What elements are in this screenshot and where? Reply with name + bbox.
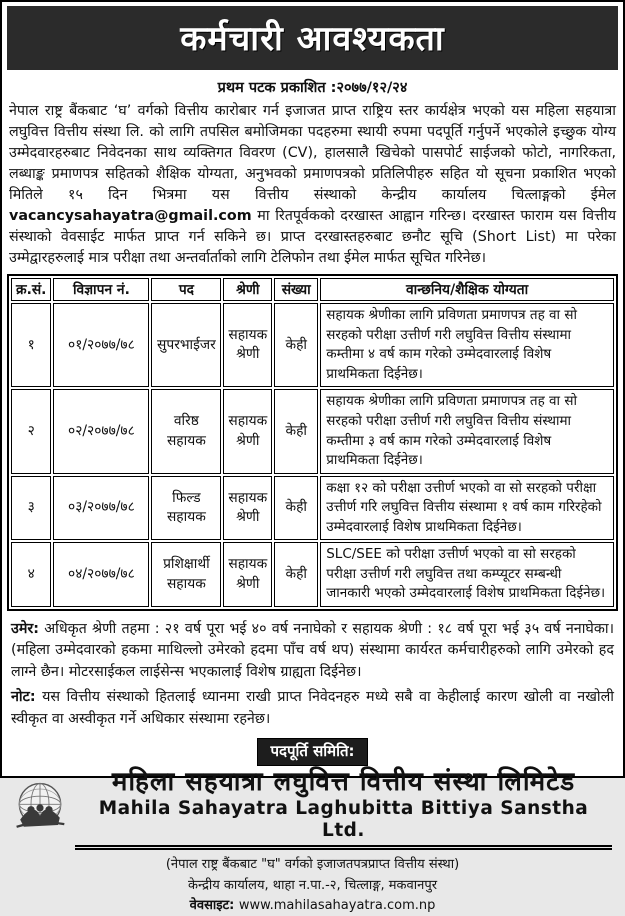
header-advertisement-number: विज्ञापन नं. (53, 278, 149, 301)
disclaimer-note (7, 685, 618, 732)
recruitment-committee-badge: पदपूर्ति समिति: (257, 738, 367, 766)
organization-name-nepali: महिला सहयात्रा लघुवित्त वित्तीय संस्था लिमिटेड (111, 767, 576, 798)
header-serial-number: क्र.सं. (11, 278, 51, 301)
cell-level: सहायक श्रेणी (223, 542, 272, 607)
header-level: श्रेणी (223, 278, 272, 301)
website-url: www.mahilasahayatra.com.np (238, 897, 436, 913)
cell-advertisement-number: ०४/२०७७/७८ (53, 542, 149, 607)
license-line: (नेपाल राष्ट्र बैंकबाट "घ" वर्गको इजाजतपत्रप्राप्त वित्तीय संस्था) (165, 857, 460, 873)
cell-level: सहायक श्रेणी (223, 389, 272, 473)
intro-text-before-email: नेपाल राष्ट्र बैंकबाट ‘घ’ वर्गको वित्तीय कारोबार गर्न इजाजत प्राप्त राष्ट्रिय स्तर कार्यक्षेत्र भएको यस महिला सहयात्रा लघुवित्त वित्तीय संस्था लि. को लागि तपसिल बमोजिमका पदहरुमा स्थायी रुपमा पदपूर्ति गर्नुपर्ने भएकोले इच्छुक योग्य उम्मेदवारहरुबाट निवेदनका साथ व्यक्तिगत विवरण (CV), हालसालै खिचेको पासपोर्ट साईजको फोटो, नागरिकता, लब्धाङ्क प्रमाणपत्र सहितको शैक्षिक योग्यता, अनुभवको प्रमाणपत्रको प्रतिलिपीहरु सहित यो सूचना प्रकाशित भएको मितिले १५ दिन भित्रमा यस वित्तीय संस्थाको केन्द्रीय कार्यालय चित्लाङ्गको ईमेल (9, 103, 616, 204)
vacancy-table (7, 274, 618, 611)
header-count: संख्या (274, 278, 318, 301)
intro-text-after-email: मा रितपूर्वकको दरखास्त आह्वान गरिन्छ। दरखास्त फाराम यस वित्तीय संस्थाको वेवसाईट मार्फत प्राप्त गर्न सकिने छ। प्राप्त दरखास्तहरुबाट छनौट सूचि (Short List) मा परेका उम्मेद्वारहरुलाई मात्र परीक्षा तथा अन्तर्वार्ताको लागि टेलिफोन तथा ईमेल मार्फत सूचित गरिनेछ। (9, 208, 616, 267)
table-row (11, 389, 614, 473)
cell-advertisement-number: ०१/२०७७/७८ (53, 303, 149, 387)
cell-count: केही (274, 389, 318, 473)
cell-level: सहायक श्रेणी (223, 303, 272, 387)
age-note-text: अधिकृत श्रेणी तहमा : २१ वर्ष पूरा भई ४० वर्ष ननाघेको र सहायक श्रेणी : १८ वर्ष पूरा भई ३५ वर्ष ननाघेका। (महिला उम्मेदवारको हकमा माथिल्लो उमेरको हदमा पाँच वर्ष थप) संस्थामा कार्यरत कर्मचारीहरुको लागि उमेरको हद लाग्ने छैन। मोटरसाईकल लाईसेन्स भएकालाई विशेष ग्राह्यता दिईनेछ। (11, 621, 614, 680)
website-line (7, 896, 618, 916)
cell-count: केही (274, 542, 318, 607)
title-bar (7, 6, 618, 70)
disclaimer-text: यस वित्तीय संस्थाको हितलाई ध्यानमा राखी प्राप्त निवेदनहरु मध्ये सबै वा केहीलाई कारण खोली वा नखोली स्वीकृत वा अस्वीकृत गर्ने अधिकार संस्थामा रहनेछ। (11, 689, 614, 727)
intro-paragraph (7, 101, 618, 274)
address-line: केन्द्रीय कार्यालय, थाहा न.पा.-२, चित्लाङ्ग, मकवानपुर (187, 877, 438, 893)
organization-name-english: Mahila Sahayatra Laghubitta Bittiya Sanstha Ltd. (98, 798, 589, 842)
page-title: कर्मचारी आवश्यकता (180, 19, 445, 59)
cell-serial-number: ४ (11, 542, 51, 607)
cell-advertisement-number: ०२/२०७७/७८ (53, 389, 149, 473)
age-requirement-note (7, 617, 618, 685)
disclaimer-label: नोट: (11, 689, 36, 706)
organization-letterhead (7, 768, 618, 850)
cell-post: सुपरभाईजर (151, 303, 221, 387)
footer-contact-block (7, 855, 618, 915)
cell-serial-number: ३ (11, 476, 51, 541)
table-header-row (11, 278, 614, 301)
cell-count: केही (274, 303, 318, 387)
cell-qualification: सहायक श्रेणीका लागि प्रविणता प्रमाणपत्र तह वा सो सरहको परीक्षा उत्तीर्ण गरी लघुवित्त वित्तीय संस्थामा कम्तीमा ३ वर्ष काम गरेको उम्मेदवारलाई विशेष प्राथमिकता दिईनेछ। (320, 389, 614, 473)
cell-advertisement-number: ०३/२०७७/७८ (53, 476, 149, 541)
cell-serial-number: १ (11, 303, 51, 387)
cell-post: वरिष्ठ सहायक (151, 389, 221, 473)
cell-post: प्रशिक्षार्थी सहायक (151, 542, 221, 607)
header-qualification: वान्छनिय/शैक्षिक योग्यता (320, 278, 614, 301)
table-row (11, 303, 614, 387)
table-row (11, 542, 614, 607)
organization-names (75, 768, 612, 850)
cell-qualification: सहायक श्रेणीका लागि प्रविणता प्रमाणपत्र तह वा सो सरहको परीक्षा उत्तीर्ण गरी लघुवित्त वित्तीय संस्थामा कम्तीमा ४ वर्ष काम गरेको उम्मेदवारलाई विशेष प्राथमिकता दिईनेछ। (320, 303, 614, 387)
cell-count: केही (274, 476, 318, 541)
cell-qualification: SLC/SEE को परीक्षा उत्तीर्ण भएको वा सो सरहको परीक्षा उत्तीर्ण गरी लघुवित्त तथा कम्प्यूटर सम्बन्धी जानकारी भएको उम्मेदवारलाई विशेष प्राथमिकता दिईनेछ। (320, 542, 614, 607)
cell-level: सहायक श्रेणी (223, 476, 272, 541)
globe-women-logo-icon (13, 780, 67, 838)
vacancy-email: vacancysahayatra@gmail.com (9, 208, 252, 225)
committee-badge-wrap (7, 738, 618, 766)
published-date-line: प्रथम पटक प्रकाशित :२०७७/१२/२४ (217, 80, 408, 96)
cell-qualification: कक्षा १२ को परीक्षा उत्तीर्ण भएको वा सो सरहको परीक्षा उत्तीर्ण गरि लघुवित्त वित्तीय संस्थामा १ वर्ष काम गरिरहेको उम्मेदवारलाई विशेष प्राथमिकता दिईनेछ। (320, 476, 614, 541)
age-note-label: उमेर: (11, 621, 39, 637)
header-post: पद (151, 278, 221, 301)
cell-post: फिल्ड सहायक (151, 476, 221, 541)
cell-serial-number: २ (11, 389, 51, 473)
table-row (11, 476, 614, 541)
website-label: वेवसाइट: (189, 897, 239, 913)
